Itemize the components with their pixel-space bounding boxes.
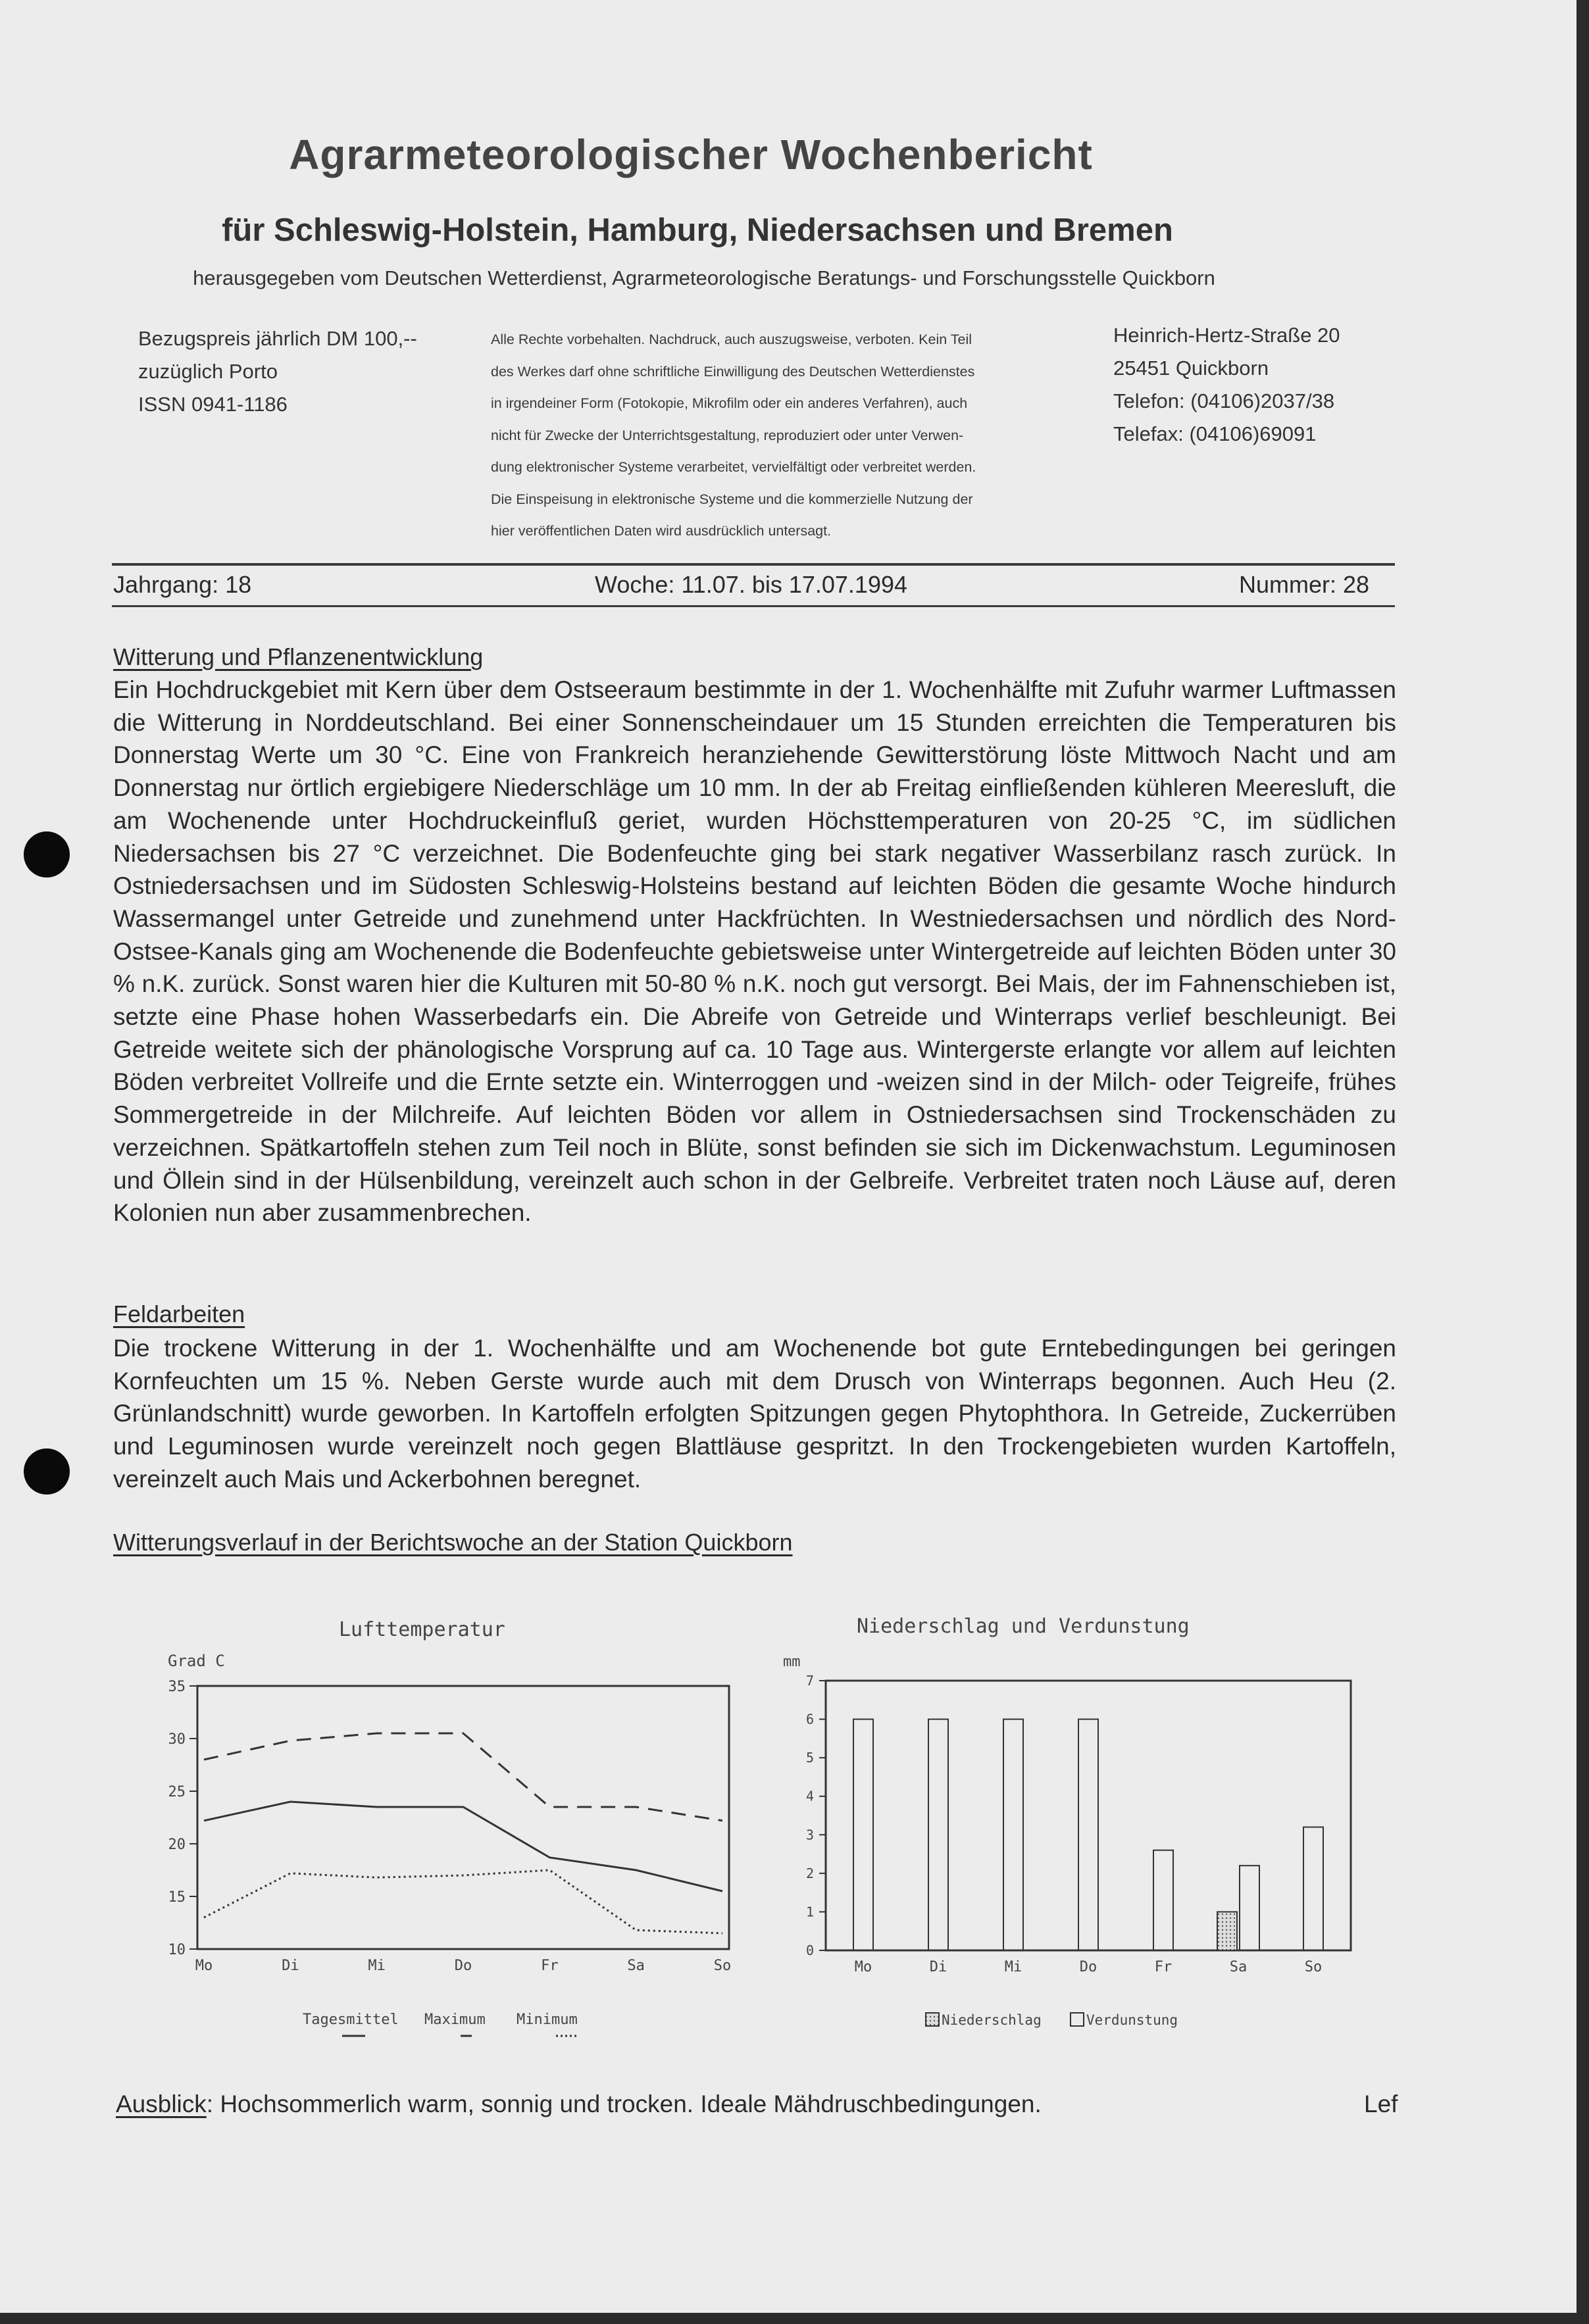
address-line: Telefon: (04106)2037/38: [1113, 389, 1335, 412]
subscription-line: zuzüglich Porto: [138, 360, 278, 383]
precip-y-tick-label: 5: [805, 1750, 814, 1766]
precip-x-tick-label: Mi: [1004, 1959, 1022, 1975]
copyright-notice: [491, 324, 1083, 547]
charts-heading: Witterungsverlauf in der Berichtswoche an der Station Quickborn: [113, 1529, 793, 1556]
temperature-x-tick-label: Fr: [541, 1958, 559, 1974]
temperature-y-tick-label: 10: [168, 1942, 186, 1958]
precip-x-tick-label: Fr: [1154, 1959, 1173, 1975]
punch-hole-bottom: [24, 1448, 70, 1495]
precip-y-tick-label: 4: [805, 1788, 814, 1804]
precip-bar-verdunstung: [853, 1719, 873, 1950]
outlook-text: : Hochsommerlich warm, sonnig und trocken. Ideale Mähdruschbedingungen.: [206, 2090, 1042, 2117]
temperature-y-tick-label: 25: [168, 1784, 186, 1800]
temperature-series-minimum: [204, 1870, 722, 1933]
temperature-x-tick-label: Sa: [627, 1958, 645, 1974]
precip-bar-verdunstung: [1003, 1719, 1023, 1950]
weather-text: Ein Hochdruckgebiet mit Kern über dem Ostseeraum bestimmte in der 1. Wochenhälfte mit Zufuhr warmer Luftmassen die Witterung in Norddeutschland. Bei einer Sonnenscheindauer um 15 Stunden erreichten die Temperaturen bis Donnerstag Werte um 30 °C. Eine von Frankreich heranziehende Gewitterstörung löste Mittwoch Nacht und am Donnerstag nur örtlich ergiebigere Niederschläge um 10 mm. In der ab Freitag einfließenden kühleren Meeresluft, die am Wochenende unter Hochdruckeinfluß geriet, wurden Höchsttemperaturen von 20-25 °C, im südlichen Niedersachsen bis 27 °C verzeichnet. Die Bodenfeuchte ging bei stark negativer Wasserbilanz rasch zurück. In Ostniedersachsen und im Südosten Schleswig-Holsteins bestand auf leichten Böden die gesamte Woche hindurch Wassermangel unter Getreide und zunehmend unter Hackfrüchten. In Westniedersachsen und nördlich des Nord-Ostsee-Kanals ging am Wochenende die Bodenfeuchte gebietsweise unter Wintergetreide auf leichten Böden unter 30 % n.K. zurück. Sonst waren hier die Kulturen mit 50-80 % n.K. noch gut versorgt. Bei Mais, der im Fahnenschieben ist, setzte eine Phase hohen Wasserbedarfs ein. Die Abreife von Getreide und Winterraps verlief beschleunigt. Bei Getreide weitete sich der phänologische Vorsprung auf ca. 10 Tage aus. Wintergerste erlangte vor allem auf leichten Böden verbreitet Vollreife und die Ernte setzte ein. Winterroggen und -weizen sind in der Milch- oder Teigreife, frühes Sommergetreide in der Milchreife. Auf leichten Böden vor allem in Ostniedersachsen sind Trockenschäden zu verzeichnen. Spätkartoffeln stehen zum Teil noch in Blüte, sonst befinden sie sich im Dickenwachstum. Leguminosen und Öllein sind in der Hülsenbildung, vereinzelt auch schon in der Gelbreife. Verbreitet traten noch Läuse auf, deren Kolonien nun aber zusammenbrechen.: [113, 676, 1396, 1227]
temperature-legend-label: Minimum: [517, 2012, 578, 2028]
precip-y-tick-label: 7: [805, 1673, 814, 1689]
precip-y-tick-label: 3: [805, 1827, 814, 1843]
precip-bar-verdunstung: [1240, 1866, 1259, 1950]
punch-hole-top: [24, 831, 70, 878]
weather-heading: Witterung und Pflanzenentwicklung: [113, 643, 484, 670]
precip-x-tick-label: Sa: [1229, 1959, 1248, 1975]
precip-x-tick-label: Do: [1079, 1959, 1097, 1975]
precip-x-tick-label: Mo: [854, 1959, 872, 1975]
outlook-label: Ausblick: [116, 2090, 207, 2117]
fieldwork-text: Die trockene Witterung in der 1. Wochenhälfte und am Wochenende bot gute Erntebedingungen bei geringen Kornfeuchten um 15 %. Neben Gerste wurde auch mit dem Drusch von Winterraps begonnen. Auch Heu (2. Grünlandschnitt) wurde geworben. In Kartoffeln erfolgten Spitzungen gegen Phytophthora. In Getreide, Zuckerrüben und Leguminosen wurde vereinzelt noch gegen Blattläuse gespritzt. In den Trockengebieten wurden Kartoffeln, vereinzelt auch Mais und Ackerbohnen beregnet.: [113, 1335, 1396, 1493]
temperature-series-tagesmittel: [204, 1802, 722, 1891]
issue-number: Nummer: 28: [1239, 571, 1370, 598]
temperature-chart-title: Lufttemperatur: [339, 1618, 505, 1641]
address-line: Telefax: (04106)69091: [1113, 422, 1317, 445]
address-line: Heinrich-Hertz-Straße 20: [1113, 324, 1340, 347]
copyright-line: nicht für Zwecke der Unterrichtsgestaltung, reproduziert oder unter Verwen-: [491, 427, 964, 443]
subscription-line: Bezugspreis jährlich DM 100,--: [138, 327, 417, 350]
temperature-y-tick-label: 35: [168, 1679, 186, 1695]
precip-plot-frame: [826, 1681, 1351, 1950]
precip-chart: [767, 1648, 1359, 2042]
temperature-legend-label: Tagesmittel: [303, 2012, 399, 2028]
precip-x-tick-label: Di: [929, 1959, 947, 1975]
precip-chart-title: Niederschlag und Verdunstung: [857, 1615, 1190, 1638]
outlook: [116, 2090, 1042, 2118]
subscription-line: ISSN 0941-1186: [138, 393, 288, 416]
fieldwork-heading: Feldarbeiten: [113, 1300, 245, 1327]
temperature-plot-frame: [197, 1686, 729, 1949]
precip-bar-verdunstung: [1303, 1827, 1323, 1950]
divider-bottom: [112, 605, 1395, 607]
copyright-line: dung elektronischer Systeme verarbeitet, vervielfältigt oder verbreitet werden.: [491, 459, 976, 475]
contact-address: [1113, 319, 1340, 451]
precip-bar-verdunstung: [1153, 1850, 1173, 1950]
subscription-info: [138, 322, 417, 421]
precip-bar-verdunstung: [928, 1719, 948, 1950]
precip-legend-label: Verdunstung: [1086, 2012, 1178, 2028]
precip-legend-swatch-verdunstung: [1071, 2013, 1084, 2026]
temperature-y-tick-label: 20: [168, 1837, 186, 1853]
divider-top: [112, 563, 1395, 566]
report-title: Agrarmeteorologischer Wochenbericht: [289, 131, 1093, 178]
precip-bar-verdunstung: [1078, 1719, 1098, 1950]
copyright-line: Die Einspeisung in elektronische Systeme und die kommerzielle Nutzung der: [491, 491, 973, 507]
temperature-chart: [151, 1648, 744, 2042]
temperature-x-tick-label: Do: [454, 1958, 472, 1974]
temperature-x-tick-label: Mo: [195, 1958, 213, 1974]
temperature-legend-label: Maximum: [424, 2012, 486, 2028]
copyright-line: des Werkes darf ohne schriftliche Einwilligung des Deutschen Wetterdienstes: [491, 363, 975, 380]
temperature-x-tick-label: Di: [282, 1958, 299, 1974]
address-line: 25451 Quickborn: [1113, 357, 1269, 380]
temperature-y-tick-label: 30: [168, 1731, 186, 1748]
temperature-y-tick-label: 15: [168, 1889, 186, 1906]
precip-y-label: mm: [783, 1654, 801, 1670]
precip-y-tick-label: 0: [805, 1942, 814, 1958]
report-subtitle: für Schleswig-Holstein, Hamburg, Niedersachsen und Bremen: [222, 212, 1173, 248]
issue-week: Woche: 11.07. bis 17.07.1994: [595, 571, 908, 598]
temperature-x-tick-label: So: [713, 1958, 732, 1974]
temperature-x-tick-label: Mi: [368, 1958, 386, 1974]
temperature-y-label: Grad C: [168, 1652, 225, 1670]
copyright-line: hier veröffentlichen Daten wird ausdrücklich untersagt.: [491, 523, 832, 539]
precip-legend-label: Niederschlag: [942, 2012, 1042, 2028]
publisher-line: herausgegeben vom Deutschen Wetterdienst, Agrarmeteorologische Beratungs- und Forschungsstelle Quickborn: [193, 266, 1215, 289]
copyright-line: Alle Rechte vorbehalten. Nachdruck, auch auszugsweise, verboten. Kein Teil: [491, 332, 972, 347]
copyright-line: in irgendeiner Form (Fotokopie, Mikrofilm oder ein anderes Verfahren), auch: [491, 395, 968, 411]
precip-bar-niederschlag: [1217, 1912, 1237, 1950]
precip-y-tick-label: 1: [805, 1904, 814, 1920]
author-initials: Lef: [1364, 2090, 1398, 2117]
precip-x-tick-label: So: [1304, 1959, 1323, 1975]
precip-y-tick-label: 2: [805, 1865, 814, 1881]
precip-legend-swatch-niederschlag: [926, 2013, 939, 2026]
issue-volume: Jahrgang: 18: [113, 571, 252, 598]
precip-y-tick-label: 6: [805, 1711, 814, 1727]
